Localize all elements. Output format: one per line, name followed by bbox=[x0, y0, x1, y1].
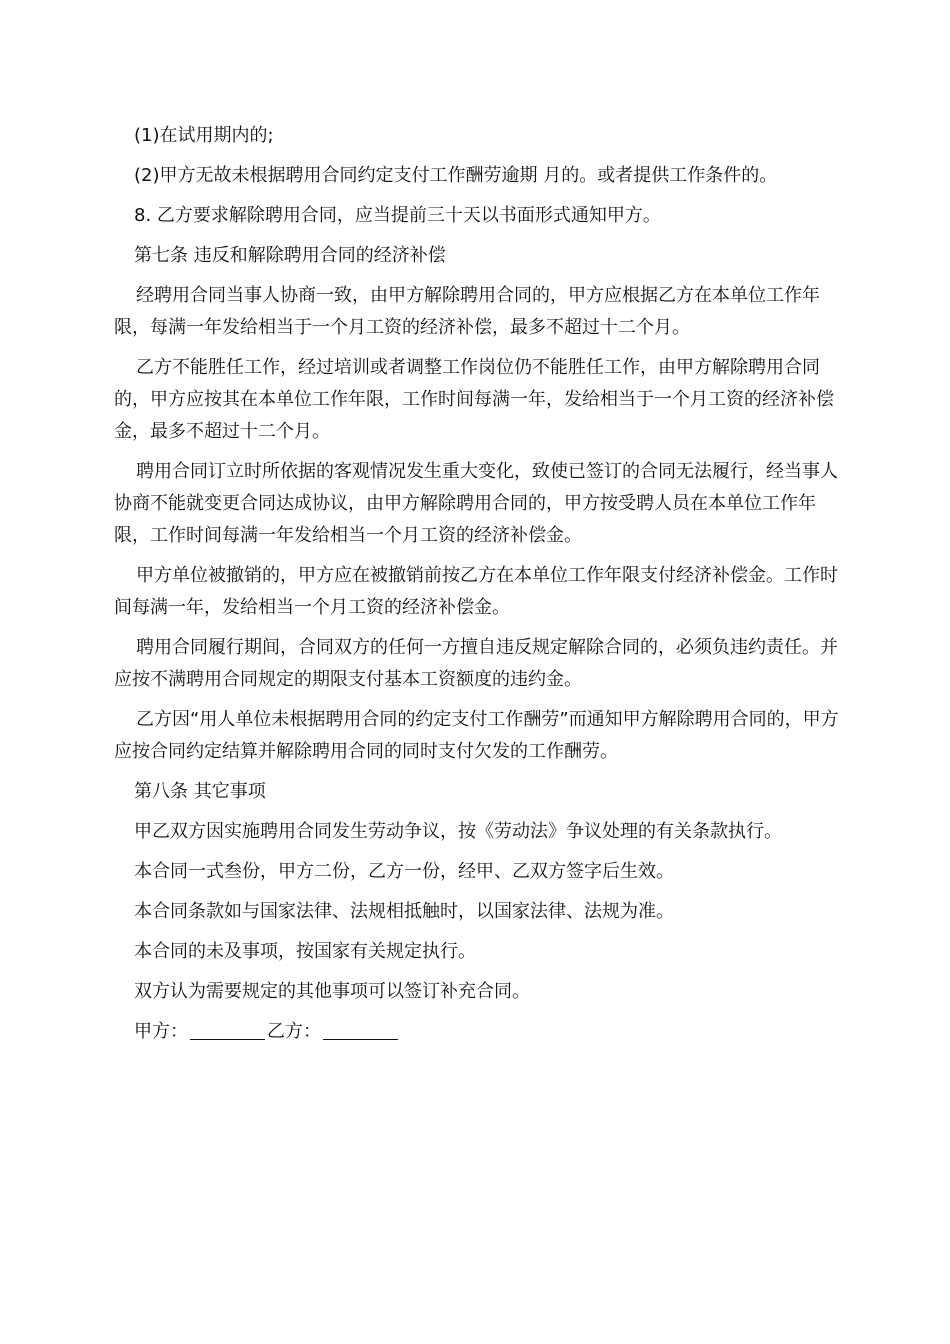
paragraph: 甲乙双方因实施聘用合同发生劳动争议，按《劳动法》争议处理的有关条款执行。 bbox=[134, 821, 782, 842]
paragraph: 双方认为需要规定的其他事项可以签订补充合同。 bbox=[134, 981, 530, 1002]
clause-item-1: (1)在试用期内的; bbox=[134, 125, 274, 146]
clause-item-2: (2)甲方无故未根据聘用合同约定支付工作酬劳逾期 月的。或者提供工作条件的。 bbox=[134, 165, 778, 186]
signature-line bbox=[114, 1016, 840, 1048]
paragraph: 乙方因“用人单位未根据聘用合同的约定支付工作酬劳”而通知甲方解除聘用合同的，甲方应按合同约定结算并解除聘用合同的同时支付欠发的工作酬劳。 bbox=[114, 709, 839, 762]
party-a-blank bbox=[190, 1021, 265, 1040]
party-a-label: 甲方： bbox=[134, 1021, 188, 1042]
article-8-heading: 第八条 其它事项 bbox=[134, 781, 266, 802]
paragraph: 乙方不能胜任工作，经过培训或者调整工作岗位仍不能胜任工作，由甲方解除聘用合同的，甲方应按其在本单位工作年限，工作时间每满一年，发给相当于一个月工资的经济补偿金，最多不超过十二个月。 bbox=[114, 357, 834, 442]
paragraph: 本合同条款如与国家法律、法规相抵触时，以国家法律、法规为准。 bbox=[134, 901, 674, 922]
paragraph: 甲方单位被撤销的，甲方应在被撤销前按乙方在本单位工作年限支付经济补偿金。工作时间每满一年，发给相当一个月工资的经济补偿金。 bbox=[114, 565, 838, 618]
paragraph: 聘用合同履行期间，合同双方的任何一方擅自违反规定解除合同的，必须负违约责任。并应按不满聘用合同规定的期限支付基本工资额度的违约金。 bbox=[114, 637, 838, 690]
paragraph: 聘用合同订立时所依据的客观情况发生重大变化，致使已签订的合同无法履行，经当事人协商不能就变更合同达成协议，由甲方解除聘用合同的，甲方按受聘人员在本单位工作年限，工作时间每满一年发给相当一个月工资的经济补偿金。 bbox=[114, 461, 838, 546]
document-body bbox=[114, 120, 840, 1056]
party-b-label: 乙方： bbox=[267, 1021, 321, 1042]
paragraph: 经聘用合同当事人协商一致，由甲方解除聘用合同的，甲方应根据乙方在本单位工作年限，每满一年发给相当于一个月工资的经济补偿，最多不超过十二个月。 bbox=[114, 285, 820, 338]
paragraph: 本合同的未及事项，按国家有关规定执行。 bbox=[134, 941, 476, 962]
paragraph: 本合同一式叁份，甲方二份，乙方一份，经甲、乙双方签字后生效。 bbox=[134, 861, 674, 882]
party-b-blank bbox=[323, 1021, 398, 1040]
clause-item-8: 8. 乙方要求解除聘用合同，应当提前三十天以书面形式通知甲方。 bbox=[134, 205, 661, 226]
article-7-heading: 第七条 违反和解除聘用合同的经济补偿 bbox=[134, 245, 446, 266]
